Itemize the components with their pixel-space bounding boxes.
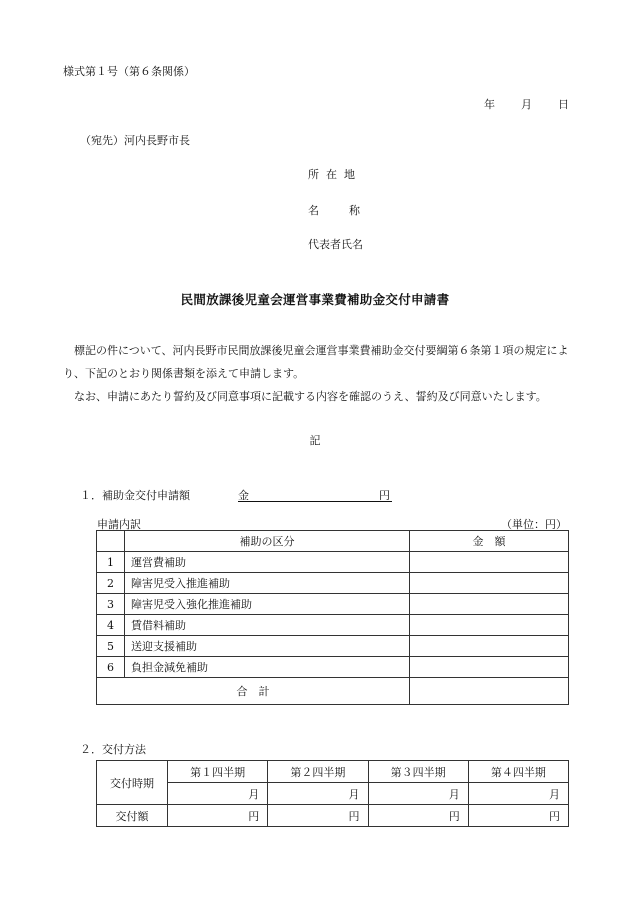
- table-row: [97, 657, 569, 678]
- quarter-label: 第３四半期: [368, 761, 468, 783]
- addressee: （宛先）河内長野市長: [80, 134, 190, 147]
- table-row: [97, 594, 569, 615]
- body-text: [63, 339, 583, 408]
- ki-heading: 記: [309, 434, 321, 447]
- row-number: 3: [97, 594, 125, 615]
- total-row: [97, 678, 569, 705]
- yen-cell[interactable]: 円: [268, 805, 368, 827]
- table-row: [97, 615, 569, 636]
- row-label: 送迎支援補助: [125, 636, 410, 657]
- row-amount-cell[interactable]: [410, 594, 569, 615]
- row-amount-cell[interactable]: [410, 636, 569, 657]
- breakdown-label: 申請内訳: [97, 518, 141, 531]
- quarter-label: 第１四半期: [168, 761, 268, 783]
- row-label: 運営費補助: [125, 552, 410, 573]
- timing-label: 交付時期: [97, 761, 168, 805]
- date-day: 日: [558, 98, 569, 111]
- applicant-name-label: 名称: [308, 204, 390, 217]
- table-row: [97, 636, 569, 657]
- row-number: 5: [97, 636, 125, 657]
- date-line: [484, 96, 569, 112]
- applicant-address-label: 所在地: [308, 168, 362, 181]
- header-blank: [97, 531, 125, 552]
- month-cell[interactable]: 月: [168, 783, 268, 805]
- total-amount-cell[interactable]: [410, 678, 569, 705]
- body-paragraph-1: 標記の件について、河内長野市民間放課後児童会運営事業費補助金交付要綱第６条第１項の規定により、下記のとおり関係書類を添えて申請します。: [63, 344, 569, 380]
- quarter-label: 第４四半期: [468, 761, 568, 783]
- row-number: 1: [97, 552, 125, 573]
- month-cell[interactable]: 月: [468, 783, 568, 805]
- row-number: 4: [97, 615, 125, 636]
- row-amount-cell[interactable]: [410, 552, 569, 573]
- subsidy-table-header: [97, 531, 569, 552]
- subsidy-table: [96, 530, 569, 705]
- yen-cell[interactable]: 円: [368, 805, 468, 827]
- amount-row: [97, 805, 569, 827]
- quarter-label: 第２四半期: [268, 761, 368, 783]
- month-row: [97, 783, 569, 805]
- quarter-header-row: [97, 761, 569, 783]
- row-label: 賃借料補助: [125, 615, 410, 636]
- total-label: 合 計: [97, 678, 410, 705]
- row-label: 負担金減免補助: [125, 657, 410, 678]
- header-amount: 金 額: [410, 531, 569, 552]
- row-amount-cell[interactable]: [410, 573, 569, 594]
- amount-suffix: 円: [379, 489, 390, 502]
- row-amount-cell[interactable]: [410, 615, 569, 636]
- row-label: 障害児受入推進補助: [125, 573, 410, 594]
- row-amount-cell[interactable]: [410, 657, 569, 678]
- month-cell[interactable]: 月: [268, 783, 368, 805]
- yen-cell[interactable]: 円: [468, 805, 568, 827]
- form-number: 様式第１号（第６条関係）: [63, 65, 195, 78]
- row-label: 障害児受入強化推進補助: [125, 594, 410, 615]
- month-cell[interactable]: 月: [368, 783, 468, 805]
- section2-heading: ２．交付方法: [80, 743, 146, 756]
- requested-amount-field[interactable]: [238, 487, 392, 502]
- unit-label: （単位：円）: [501, 518, 567, 531]
- yen-cell[interactable]: 円: [168, 805, 268, 827]
- amount-prefix: 金: [238, 489, 249, 502]
- row-number: 2: [97, 573, 125, 594]
- date-year: 年: [484, 98, 495, 111]
- header-category: 補助の区分: [125, 531, 410, 552]
- applicant-representative-label: 代表者氏名: [308, 238, 363, 251]
- date-month: 月: [521, 98, 532, 111]
- body-paragraph-2: なお、申請にあたり誓約及び同意事項に記載する内容を確認のうえ、誓約及び同意いたします。: [74, 390, 547, 403]
- document-title: 民間放課後児童会運営事業費補助金交付申請書: [180, 292, 450, 307]
- table-row: [97, 552, 569, 573]
- section1-heading: １．補助金交付申請額: [80, 489, 190, 502]
- delivery-table: [96, 760, 569, 827]
- row-number: 6: [97, 657, 125, 678]
- delivery-amount-label: 交付額: [97, 805, 168, 827]
- table-row: [97, 573, 569, 594]
